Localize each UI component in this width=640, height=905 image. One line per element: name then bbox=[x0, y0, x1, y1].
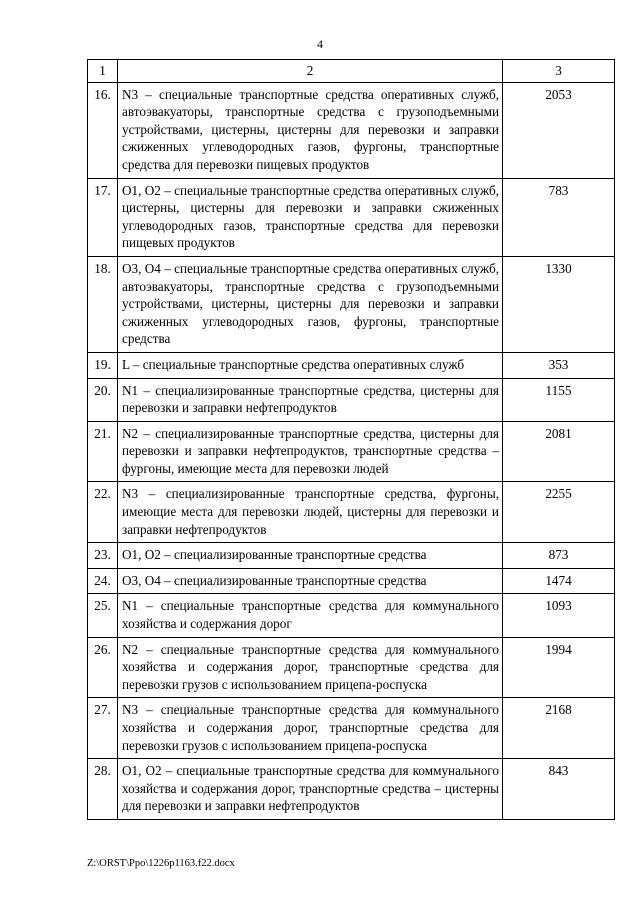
row-value-cell: 1474 bbox=[503, 568, 615, 594]
table-row bbox=[88, 594, 615, 637]
table-row bbox=[88, 759, 615, 820]
row-value-cell: 843 bbox=[503, 759, 615, 820]
tariff-table bbox=[87, 59, 615, 820]
row-number-cell: 26. bbox=[88, 637, 118, 698]
row-description-cell: O1, O2 – специальные транспортные средства оперативных служб, цистерны, цистерны для перевозки и заправки сжиженных углеводородных газов, транспортные средства для перевозки пищевых продуктов bbox=[118, 178, 503, 256]
row-number-cell: 27. bbox=[88, 698, 118, 759]
table-row bbox=[88, 482, 615, 543]
row-value-cell: 2255 bbox=[503, 482, 615, 543]
row-number-cell: 22. bbox=[88, 482, 118, 543]
row-description-cell: N3 – специальные транспортные средства для коммунального хозяйства и содержания дорог, транспортные средства для перевозки грузов с использованием прицепа-роспуска bbox=[118, 698, 503, 759]
table-row bbox=[88, 543, 615, 569]
row-description-cell: N2 – специальные транспортные средства для коммунального хозяйства и содержания дорог, транспортные средства для перевозки грузов с использованием прицепа-роспуска bbox=[118, 637, 503, 698]
table-row bbox=[88, 378, 615, 421]
table-row bbox=[88, 178, 615, 256]
row-description-cell: O1, O2 – специализированные транспортные средства bbox=[118, 543, 503, 569]
table-row bbox=[88, 82, 615, 178]
header-cell-value: 3 bbox=[503, 60, 615, 83]
row-value-cell: 873 bbox=[503, 543, 615, 569]
row-description-cell: N2 – специализированные транспортные средства, цистерны для перевозки и заправки нефтепродуктов, транспортные средства – фургоны, имеющие места для перевозки людей bbox=[118, 421, 503, 482]
row-number-cell: 17. bbox=[88, 178, 118, 256]
row-number-cell: 19. bbox=[88, 352, 118, 378]
row-number-cell: 20. bbox=[88, 378, 118, 421]
row-number-cell: 24. bbox=[88, 568, 118, 594]
table-row bbox=[88, 352, 615, 378]
row-value-cell: 353 bbox=[503, 352, 615, 378]
row-description-cell: O3, O4 – специальные транспортные средства оперативных служб, автоэвакуаторы, транспортные средства с грузоподъемными устройствами, цистерны, цистерны для перевозки и заправки сжиженных углеводородных газов, фургоны, транспортные средства bbox=[118, 256, 503, 352]
table-row bbox=[88, 637, 615, 698]
row-number-cell: 25. bbox=[88, 594, 118, 637]
page-number: 4 bbox=[317, 37, 323, 51]
row-value-cell: 783 bbox=[503, 178, 615, 256]
file-path-footer: Z:\ORST\Ppo\1226p1163.f22.docx bbox=[87, 858, 235, 869]
row-value-cell: 2168 bbox=[503, 698, 615, 759]
table-header-row bbox=[88, 60, 615, 83]
row-number-cell: 16. bbox=[88, 82, 118, 178]
row-description-cell: O1, O2 – специальные транспортные средства для коммунального хозяйства и содержания дорог, транспортные средства – цистерны для перевозки и заправки нефтепродуктов bbox=[118, 759, 503, 820]
row-value-cell: 2081 bbox=[503, 421, 615, 482]
row-number-cell: 21. bbox=[88, 421, 118, 482]
header-cell-number: 1 bbox=[88, 60, 118, 83]
row-description-cell: O3, O4 – специализированные транспортные средства bbox=[118, 568, 503, 594]
header-cell-description: 2 bbox=[118, 60, 503, 83]
table-row bbox=[88, 568, 615, 594]
row-description-cell: N3 – специализированные транспортные средства, фургоны, имеющие места для перевозки людей, цистерны для перевозки и заправки нефтепродуктов bbox=[118, 482, 503, 543]
row-number-cell: 18. bbox=[88, 256, 118, 352]
table-row bbox=[88, 256, 615, 352]
row-number-cell: 23. bbox=[88, 543, 118, 569]
row-description-cell: N3 – специальные транспортные средства оперативных служб, автоэвакуаторы, транспортные средства с грузоподъемными устройствами, цистерны, цистерны для перевозки и заправки сжиженных углеводородных газов, фургоны, транспортные средства для перевозки пищевых продуктов bbox=[118, 82, 503, 178]
row-value-cell: 1155 bbox=[503, 378, 615, 421]
row-description-cell: L – специальные транспортные средства оперативных служб bbox=[118, 352, 503, 378]
row-number-cell: 28. bbox=[88, 759, 118, 820]
row-value-cell: 1330 bbox=[503, 256, 615, 352]
table-row bbox=[88, 698, 615, 759]
row-description-cell: N1 – специальные транспортные средства для коммунального хозяйства и содержания дорог bbox=[118, 594, 503, 637]
table-row bbox=[88, 421, 615, 482]
row-description-cell: N1 – специализированные транспортные средства, цистерны для перевозки и заправки нефтепродуктов bbox=[118, 378, 503, 421]
row-value-cell: 1093 bbox=[503, 594, 615, 637]
row-value-cell: 2053 bbox=[503, 82, 615, 178]
row-value-cell: 1994 bbox=[503, 637, 615, 698]
